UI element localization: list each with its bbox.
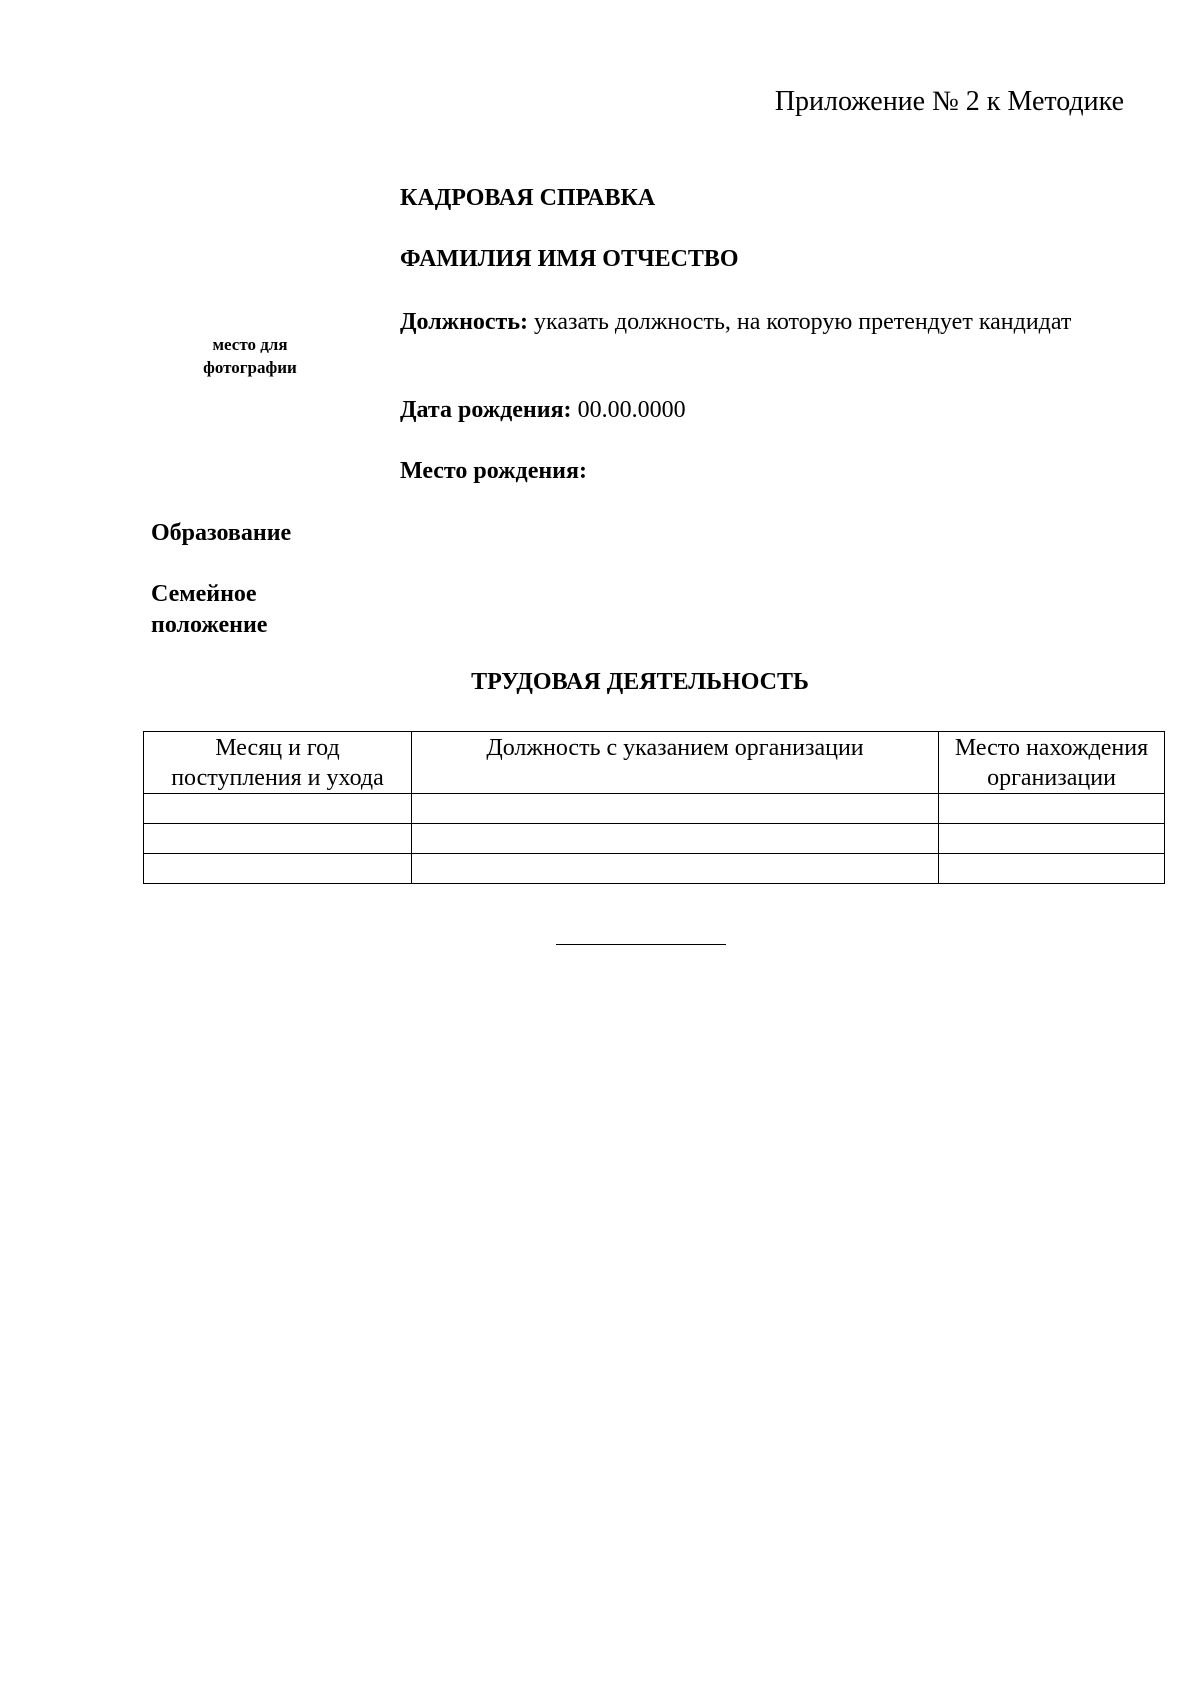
table-header-row (144, 732, 1165, 794)
column-header-dates: Месяц и год поступления и ухода (144, 732, 412, 794)
table-cell (144, 824, 412, 854)
appendix-note: Приложение № 2 к Методике (774, 86, 1124, 117)
column-header-position: Должность с указанием организации (412, 732, 939, 794)
full-name-heading: ФАМИЛИЯ ИМЯ ОТЧЕСТВО (400, 246, 739, 272)
birth-date-field (400, 397, 686, 424)
table-row (144, 824, 1165, 854)
table-cell (412, 854, 939, 884)
birth-place-label: Место рождения: (400, 458, 587, 484)
table-cell (939, 854, 1165, 884)
column-header-location: Место нахождения организации (939, 732, 1165, 794)
photo-placeholder (180, 333, 320, 379)
table-row (144, 854, 1165, 884)
position-label: Должность: (400, 309, 529, 335)
photo-placeholder-line-2: фотографии (203, 358, 297, 377)
work-history-table (143, 731, 1165, 884)
table-cell (144, 854, 412, 884)
table-cell (939, 794, 1165, 824)
table-row (144, 794, 1165, 824)
birth-place-field (400, 458, 587, 485)
table-cell (939, 824, 1165, 854)
birth-date-label: Дата рождения: (400, 397, 572, 423)
family-status-label: Семейное положение (151, 581, 268, 638)
document-title: КАДРОВАЯ СПРАВКА (400, 185, 656, 211)
table-cell (144, 794, 412, 824)
table-cell (412, 824, 939, 854)
photo-placeholder-line-1: место для (212, 335, 288, 354)
position-value: указать должность, на которую претендует кандидат (534, 309, 1072, 335)
end-of-document-rule (556, 944, 726, 945)
position-field (400, 307, 1112, 338)
birth-date-value: 00.00.0000 (577, 397, 686, 423)
table-cell (412, 794, 939, 824)
education-label: Образование (151, 520, 292, 546)
work-history-heading: ТРУДОВАЯ ДЕЯТЕЛЬНОСТЬ (471, 669, 809, 695)
